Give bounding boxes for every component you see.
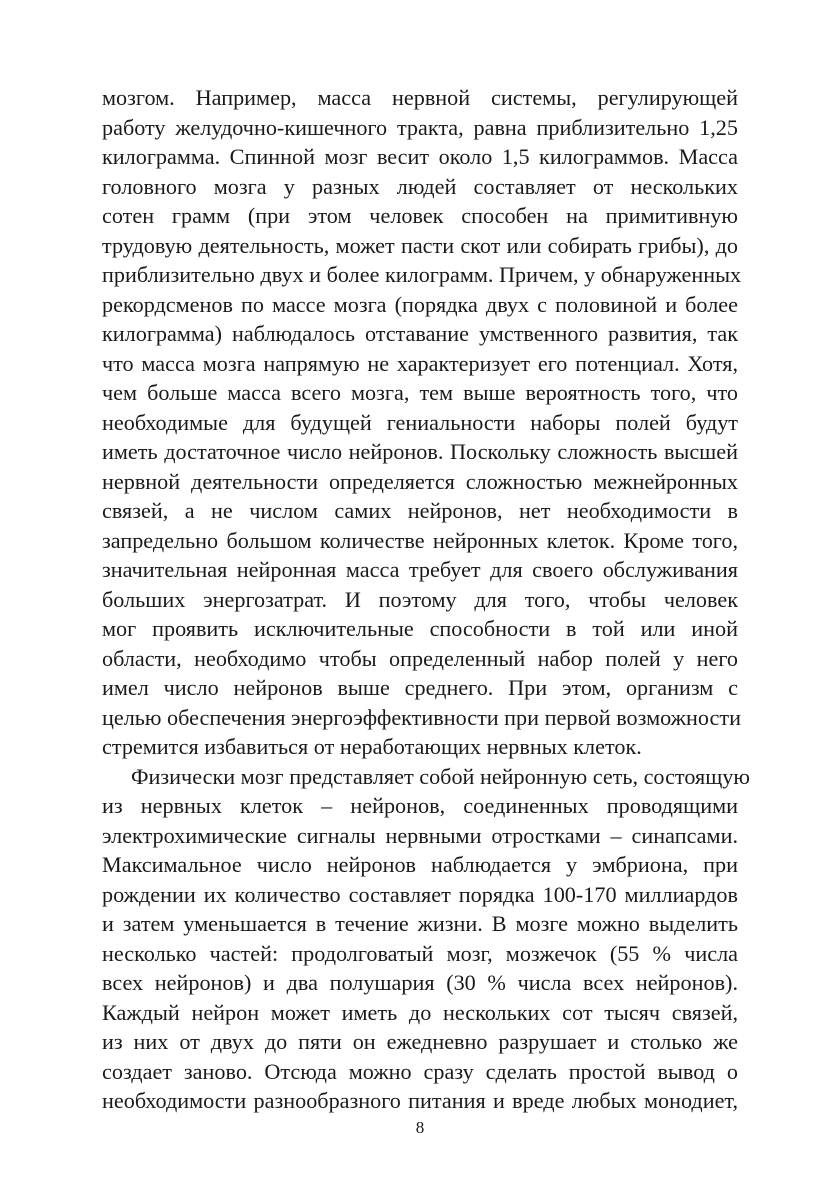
paragraph-brain-mass <box>102 83 742 762</box>
text-line: мозгом. Например, масса нервной системы, регулирующей <box>102 85 738 110</box>
page-number: 8 <box>415 1118 425 1137</box>
text-line: сотен грамм (при этом человек способен на примитивную <box>102 203 738 228</box>
text-line: нервной деятельности определяется сложностью межнейронных <box>102 468 738 494</box>
text-line: килограмма) наблюдалось отставание умственного развития, так <box>102 321 738 346</box>
text-line: Максимальное число нейронов наблюдается у эмбриона, при <box>102 852 738 877</box>
paragraph-neural-network <box>102 762 750 1116</box>
text-line: Физически мозг представляет собой нейронную сеть, состоящую <box>131 763 750 789</box>
text-line: приблизительно двух и более килограмм. Причем, у обнаруженных <box>102 262 742 287</box>
text-line: необходимости разнообразного питания и вреде любых монодиет, <box>102 1088 738 1113</box>
text-line: создает заново. Отсюда можно сразу сделать простой вывод о <box>102 1058 738 1084</box>
text-line: несколько частей: продолговатый мозг, мозжечок (55 % числа <box>102 940 738 966</box>
text-line: головного мозга у разных людей составляет от нескольких <box>102 173 738 199</box>
text-line: трудовую деятельность, может пасти скот или собирать грибы), до <box>102 232 738 258</box>
text-line: Каждый нейрон может иметь до нескольких сот тысяч связей, <box>102 999 738 1025</box>
text-line: из нервных клеток – нейронов, соединенных проводящими <box>102 793 738 818</box>
text-line: имел число нейронов выше среднего. При этом, организм с <box>102 675 738 700</box>
text-line: килограмма. Спинной мозг весит около 1,5 килограммов. Масса <box>102 144 738 169</box>
text-line: иметь достаточное число нейронов. Поскольку сложность высшей <box>102 439 738 464</box>
text-line: стремится избавиться от неработающих нервных клеток. <box>102 734 642 759</box>
text-line: области, необходимо чтобы определенный набор полей у него <box>102 645 738 671</box>
text-line: связей, а не числом самих нейронов, нет необходимости в <box>102 498 738 523</box>
text-line: рождении их количество составляет порядка 100-170 миллиардов <box>102 881 738 907</box>
text-line: всех нейронов) и два полушария (30 % числа всех нейронов). <box>102 970 738 995</box>
text-line: мог проявить исключительные способности в той или иной <box>102 616 738 641</box>
text-line: значительная нейронная масса требует для своего обслуживания <box>102 557 738 582</box>
text-line: из них от двух до пяти он ежедневно разрушает и столько же <box>102 1029 738 1054</box>
text-line: работу желудочно-кишечного тракта, равна приблизительно 1,25 <box>102 114 738 140</box>
text-line: рекордсменов по массе мозга (порядка двух с половиной и более <box>102 291 738 317</box>
text-line: электрохимические сигналы нервными отростками – синапсами. <box>102 822 738 848</box>
text-line: чем больше масса всего мозга, тем выше вероятность того, что <box>102 380 738 405</box>
text-line: необходимые для будущей гениальности наборы полей будут <box>102 409 738 435</box>
text-line: целью обеспечения энергоэффективности при первой возможности <box>102 704 741 730</box>
text-line: больших энергозатрат. И поэтому для того, чтобы человек <box>102 586 738 612</box>
text-line: и затем уменьшается в течение жизни. В мозге можно выделить <box>102 911 738 936</box>
text-line: что масса мозга напрямую не характеризует его потенциал. Хотя, <box>102 350 738 376</box>
text-line: запредельно большом количестве нейронных клеток. Кроме того, <box>102 527 738 553</box>
